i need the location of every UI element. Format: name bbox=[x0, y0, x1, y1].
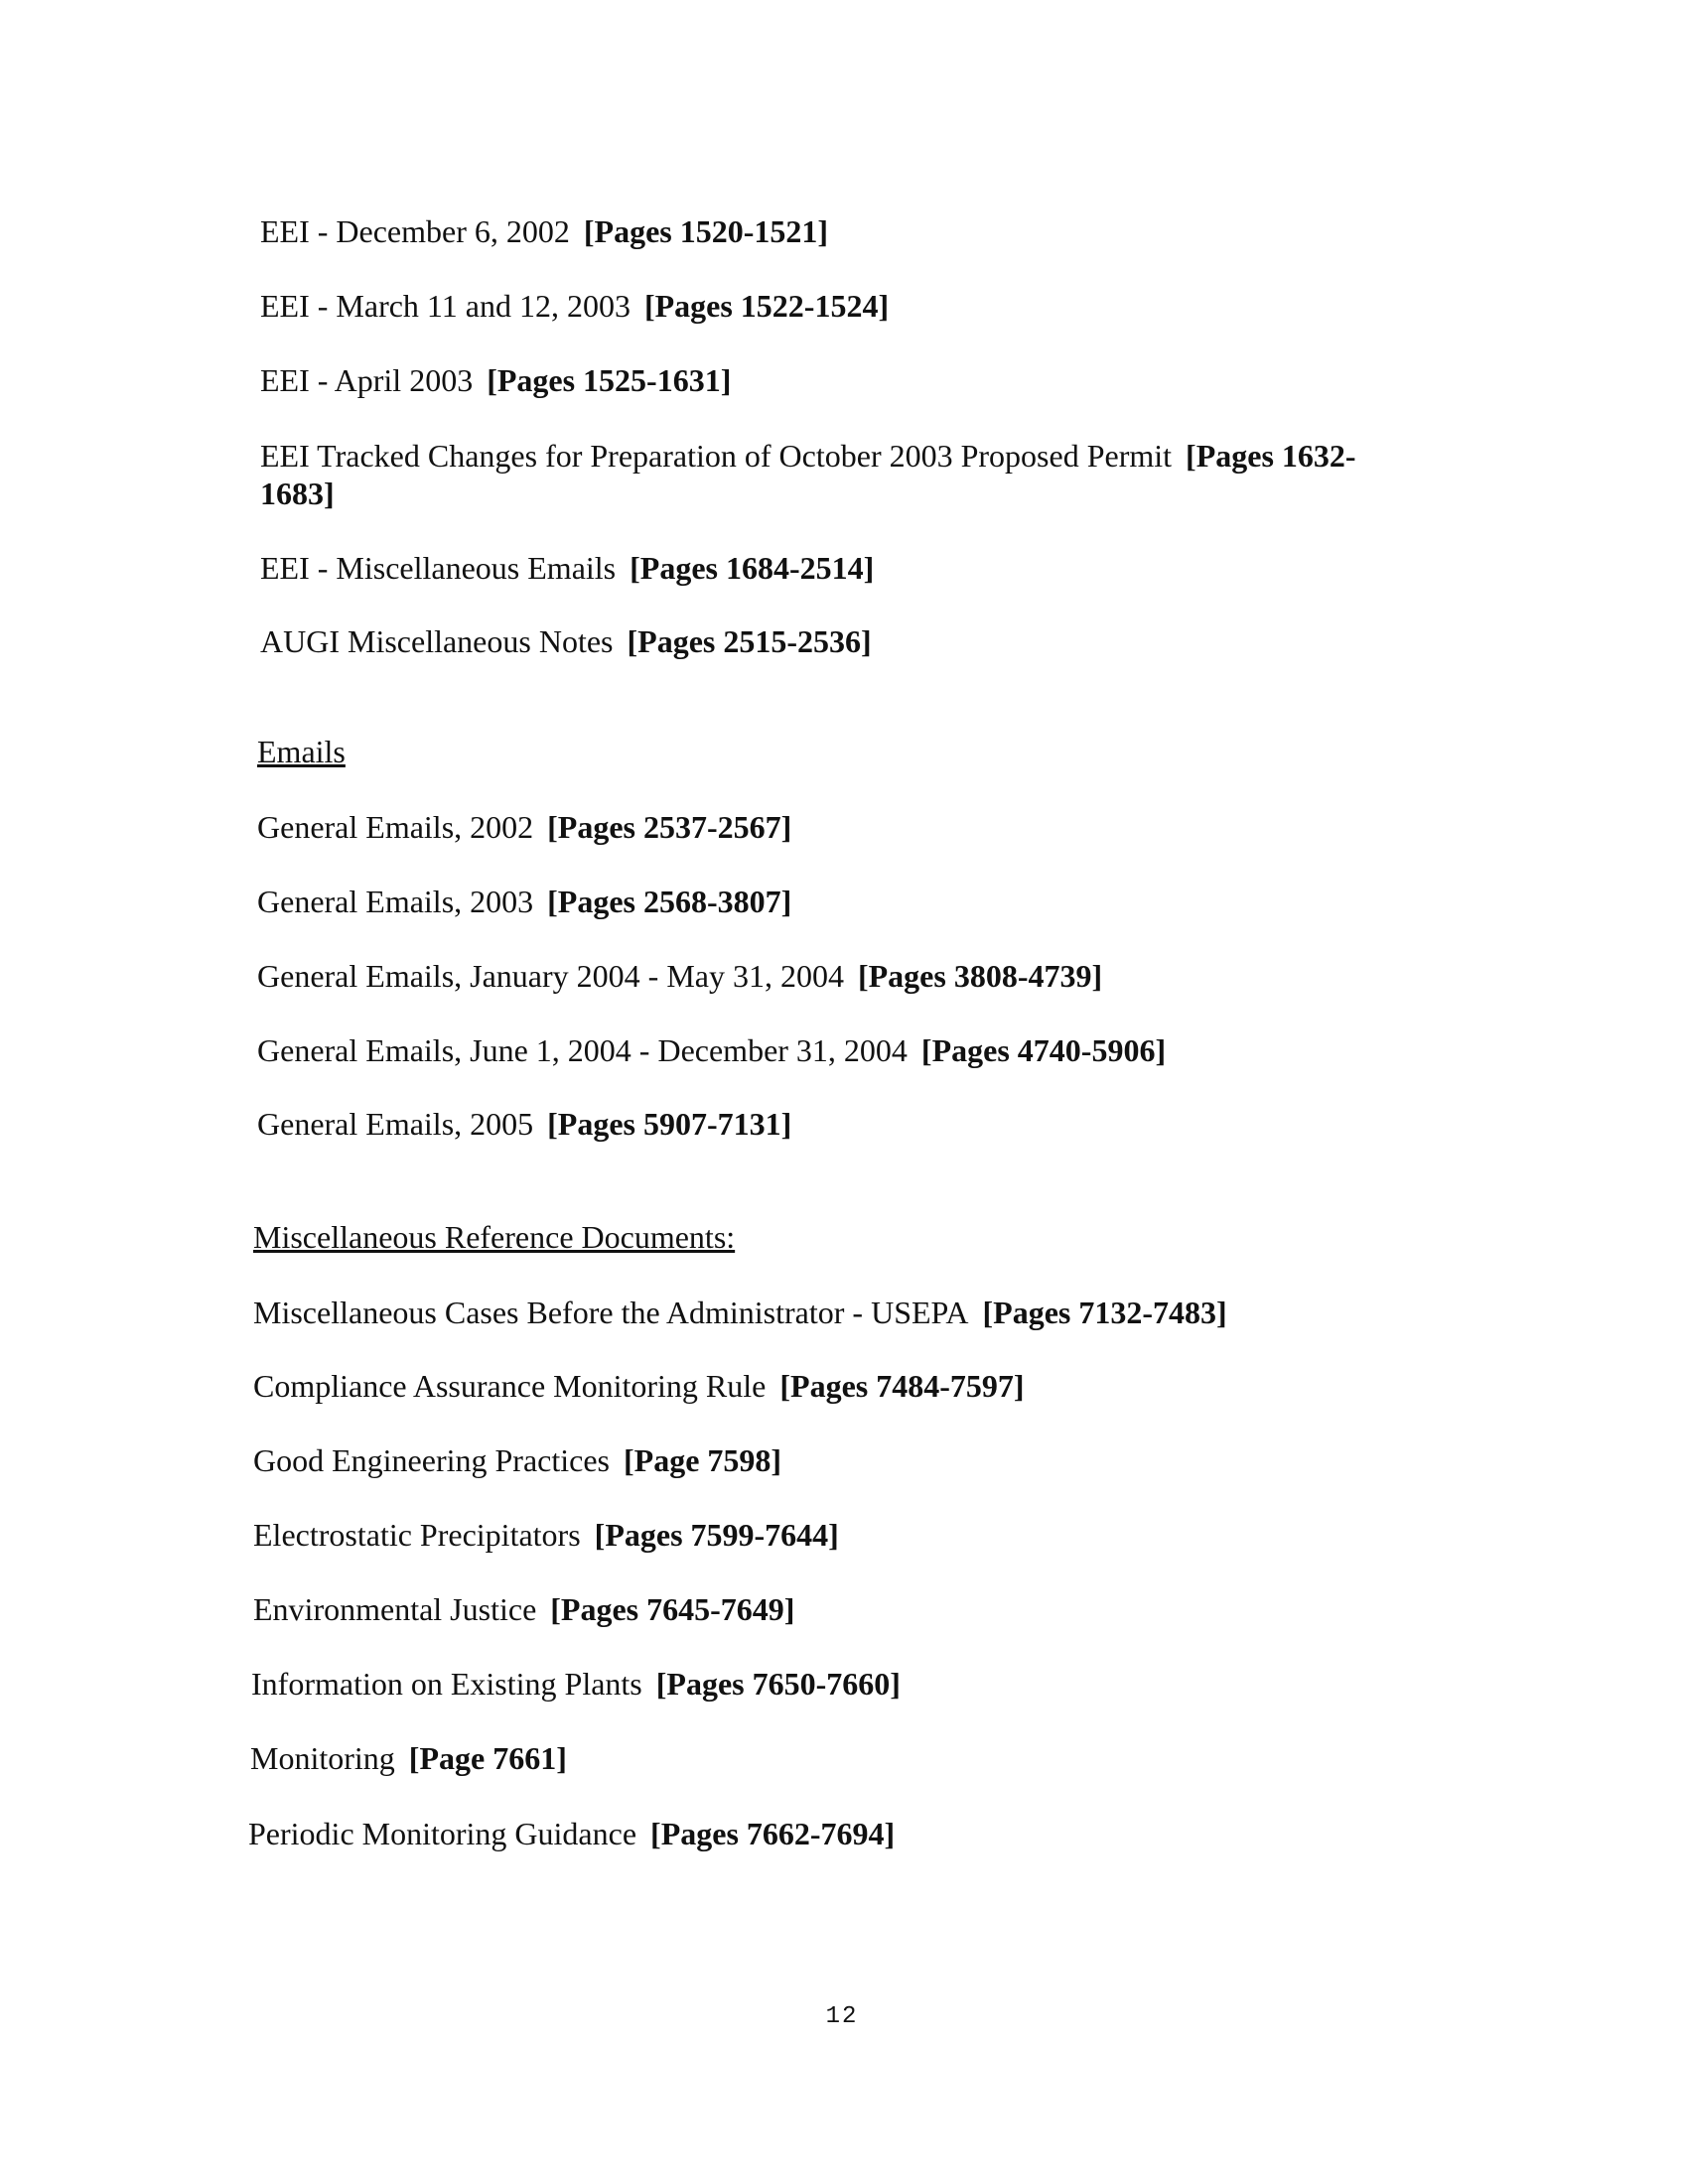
list-item bbox=[260, 549, 874, 587]
page-reference: [Pages 5907-7131] bbox=[547, 1106, 792, 1142]
page-reference: [Pages 4740-5906] bbox=[920, 1032, 1167, 1068]
list-item bbox=[257, 808, 791, 846]
entry-title: Good Engineering Practices bbox=[253, 1442, 610, 1478]
list-item bbox=[253, 1367, 1025, 1405]
entry-title: EEI - Miscellaneous Emails bbox=[260, 550, 617, 586]
list-item bbox=[253, 1516, 839, 1554]
entry-title: Electrostatic Precipitators bbox=[253, 1517, 581, 1553]
list-item bbox=[260, 212, 828, 250]
entry-title: General Emails, 2003 bbox=[257, 884, 534, 919]
list-item bbox=[257, 957, 1102, 995]
page-reference: [Pages 3808-4739] bbox=[857, 958, 1103, 994]
section-heading-misc-reference: Miscellaneous Reference Documents: bbox=[253, 1219, 736, 1255]
page-reference: [Pages 2568-3807] bbox=[547, 884, 792, 919]
page-reference: [Pages 1520-1521] bbox=[583, 213, 829, 249]
page-reference: [Pages 7484-7597] bbox=[779, 1368, 1025, 1404]
list-item bbox=[260, 287, 889, 325]
list-item bbox=[248, 1815, 895, 1852]
entry-title: Environmental Justice bbox=[253, 1591, 537, 1627]
page-number: 12 bbox=[825, 2003, 859, 2030]
entry-title: EEI - December 6, 2002 bbox=[260, 213, 570, 249]
entry-title: AUGI Miscellaneous Notes bbox=[260, 623, 614, 659]
entry-title: Miscellaneous Cases Before the Administrator - USEPA bbox=[253, 1295, 969, 1330]
page-reference: [Pages 2515-2536] bbox=[627, 623, 872, 659]
list-item bbox=[260, 437, 1412, 512]
list-item bbox=[260, 361, 731, 399]
page-reference: [Pages 1684-2514] bbox=[630, 550, 875, 586]
list-item bbox=[253, 1294, 1227, 1331]
page-reference: [Pages 1525-1631] bbox=[487, 362, 732, 398]
entry-title: Monitoring bbox=[250, 1740, 395, 1776]
section-heading-emails: Emails bbox=[257, 734, 346, 769]
page-reference: [Pages 2537-2567] bbox=[547, 809, 792, 845]
entry-title: EEI - April 2003 bbox=[260, 362, 474, 398]
entry-title: Compliance Assurance Monitoring Rule bbox=[253, 1368, 767, 1404]
list-item bbox=[253, 1441, 781, 1479]
entry-title: Periodic Monitoring Guidance bbox=[248, 1816, 637, 1851]
page-reference: [Pages 7662-7694] bbox=[650, 1816, 896, 1851]
list-item bbox=[250, 1739, 567, 1777]
page-reference: [Page 7661] bbox=[408, 1740, 567, 1776]
entry-title: Information on Existing Plants bbox=[251, 1666, 642, 1702]
list-item bbox=[257, 1105, 791, 1143]
page-reference: [Pages 7645-7649] bbox=[550, 1591, 795, 1627]
entry-title: EEI - March 11 and 12, 2003 bbox=[260, 288, 631, 324]
page-reference: [Pages 7132-7483] bbox=[982, 1295, 1227, 1330]
page-reference: [Pages 7650-7660] bbox=[655, 1666, 901, 1702]
page-reference: [Pages 7599-7644] bbox=[594, 1517, 839, 1553]
list-item bbox=[251, 1665, 901, 1703]
entry-title: General Emails, 2005 bbox=[257, 1106, 534, 1142]
list-item bbox=[253, 1590, 794, 1628]
entry-title: EEI Tracked Changes for Preparation of October 2003 Proposed Permit bbox=[260, 438, 1173, 474]
page-reference: [Pages 1632-1683] bbox=[260, 438, 1356, 511]
entry-title: General Emails, 2002 bbox=[257, 809, 534, 845]
list-item bbox=[260, 622, 872, 660]
entry-title: General Emails, January 2004 - May 31, 2004 bbox=[257, 958, 844, 994]
entry-title: General Emails, June 1, 2004 - December 31, 2004 bbox=[257, 1032, 908, 1068]
page-reference: [Page 7598] bbox=[624, 1442, 782, 1478]
page-reference: [Pages 1522-1524] bbox=[643, 288, 890, 324]
list-item bbox=[257, 883, 791, 920]
list-item bbox=[257, 1031, 1166, 1069]
